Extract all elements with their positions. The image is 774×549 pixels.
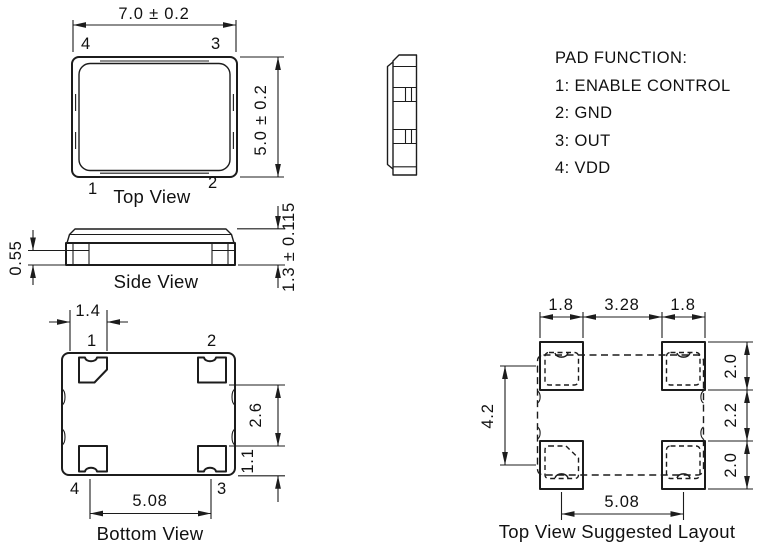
dim-pad-width-left-label: 1.8 — [548, 296, 574, 314]
extension-lines — [28, 251, 66, 266]
top-dimensions — [540, 296, 705, 338]
layout-view — [479, 296, 753, 542]
bottom-view-title: Bottom View — [96, 523, 204, 544]
dim-pad-pitch-label: 5.08 — [604, 493, 640, 511]
side-view-title: Side View — [113, 271, 199, 292]
dim-pad-height-label: 1.1 — [239, 448, 257, 474]
pad-function-legend — [555, 49, 731, 177]
land-pad-bottom-right — [662, 441, 705, 489]
pad-function-heading: PAD FUNCTION: — [555, 49, 688, 67]
left-dimension — [479, 366, 536, 465]
side-total-height-dimension — [237, 202, 298, 292]
extension-lines — [540, 312, 705, 338]
layout-view-title: Top View Suggested Layout — [498, 521, 736, 542]
pin-label-2: 2 — [208, 174, 218, 192]
side-pad-height-dimension — [7, 230, 66, 285]
pad-function-item-1: 1: ENABLE CONTROL — [555, 77, 731, 95]
dim-pad-width-right-label: 1.8 — [670, 296, 696, 314]
pad-pitch-dimension — [90, 479, 211, 519]
dim-vertical-span-label: 4.2 — [479, 403, 497, 429]
castellation-notches — [555, 353, 690, 478]
pin-label-3: 3 — [211, 35, 221, 53]
pad-function-item-3: 3: OUT — [555, 132, 611, 150]
top-view — [72, 5, 284, 207]
dim-vertical-gap-label: 2.2 — [722, 402, 740, 428]
dim-pad-height-top-label: 2.0 — [722, 353, 740, 379]
end-pad-lower — [393, 130, 417, 144]
side-lid — [67, 229, 234, 243]
edge-notches — [538, 391, 704, 439]
right-dimensions — [708, 342, 753, 489]
extension-lines — [237, 229, 285, 265]
edge-bands — [100, 61, 209, 173]
dim-pad-height-bottom-label: 2.0 — [722, 452, 740, 478]
dim-pad-gap-label: 2.6 — [247, 402, 265, 428]
dim-pad-width-label: 1.4 — [75, 302, 101, 320]
pin-label-1: 1 — [87, 332, 97, 350]
dim-pad-height-label: 0.55 — [7, 240, 25, 276]
land-pad-bottom-left — [540, 441, 583, 489]
pad-4 — [79, 446, 107, 472]
pad-1-chamfered — [79, 358, 107, 383]
end-body — [393, 55, 417, 175]
bottom-dimension — [562, 492, 684, 520]
pin-label-4: 4 — [81, 35, 91, 53]
pad-function-item-2: 2: GND — [555, 104, 613, 122]
dim-center-gap-label: 3.28 — [604, 296, 640, 314]
package-lid — [79, 64, 230, 171]
pad-gap-dimension — [229, 385, 285, 446]
side-pads — [66, 243, 235, 265]
pad-2 — [198, 358, 226, 383]
end-body-lines — [393, 67, 417, 167]
pin-label-2: 2 — [207, 332, 217, 350]
dim-width-label: 7.0 ± 0.2 — [118, 5, 190, 23]
land-pad-top-left — [540, 342, 583, 390]
dim-height-label: 5.0 ± 0.2 — [252, 84, 270, 156]
edge-notches — [76, 94, 234, 149]
package-outline-dashed — [538, 355, 704, 475]
dim-total-height-label: 1.3 ± 0.115 — [280, 201, 298, 293]
top-view-height-dimension — [240, 57, 284, 177]
package-outline — [72, 57, 237, 177]
pad-function-item-4: 4: VDD — [555, 159, 611, 177]
package-outline — [62, 353, 235, 475]
dim-pad-pitch-label: 5.08 — [132, 492, 168, 510]
land-pad-top-right — [662, 342, 705, 390]
pad-3 — [198, 446, 226, 472]
top-view-title: Top View — [113, 186, 191, 207]
pin-label-4: 4 — [70, 480, 80, 498]
pin-label-3: 3 — [217, 480, 227, 498]
edge-notches — [62, 389, 235, 445]
side-body — [66, 243, 235, 265]
pin-label-1: 1 — [88, 180, 98, 198]
end-profile-view — [388, 55, 417, 175]
side-view — [7, 202, 298, 292]
end-pad-upper — [393, 88, 417, 102]
pad-height-dimension — [238, 448, 285, 502]
end-lid-flange — [388, 62, 394, 169]
bottom-view — [49, 302, 285, 544]
